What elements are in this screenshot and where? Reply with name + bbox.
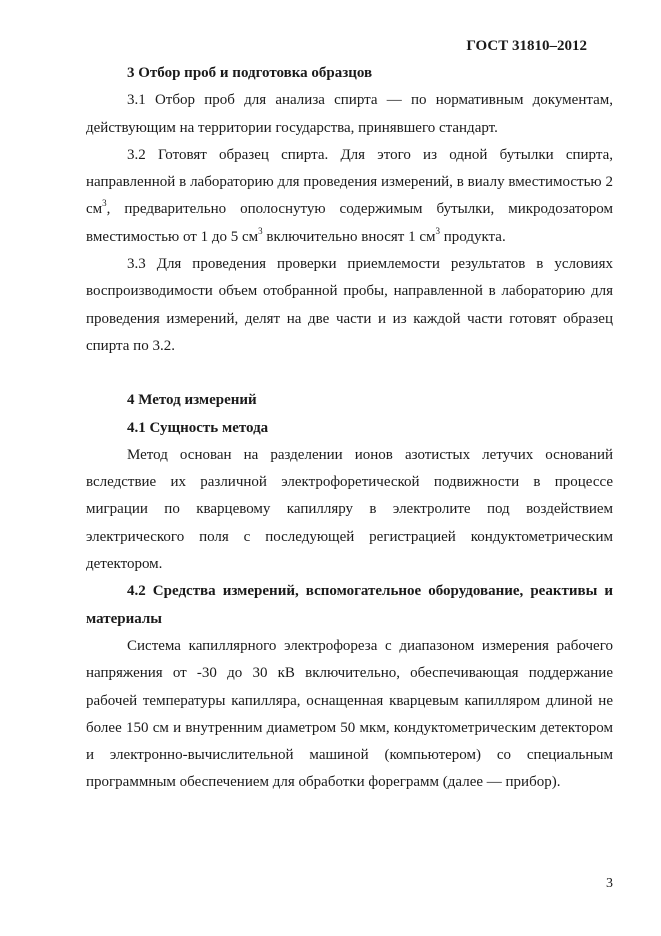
- paragraph-4-1: Метод основан на разделении ионов азотистых летучих оснований вследствие их различной электрофоретической подвижности в процессе миграции по кварцевому капилляру в электролите под воздействием электрического поля с последующей регистрацией кондуктометрическим детектором.: [86, 446, 613, 573]
- superscript-cubic: 3: [435, 225, 440, 236]
- paragraph-3-2-part-a: 3.2 Готовят образец спирта. Для этого из одной бутылки спирта, направленной в лабораторию для проведения измерений, в виалу вместимостью 2 см: [86, 146, 613, 218]
- page-number: 3: [606, 876, 613, 891]
- superscript-cubic: 3: [102, 198, 107, 209]
- section-4-1-heading: 4.1 Сущность метода: [127, 419, 269, 436]
- section-3-heading: 3 Отбор проб и подготовка образцов: [127, 65, 373, 81]
- paragraph-3-2: [86, 142, 613, 251]
- paragraph-3-2-part-b: , предварительно ополоснутую содержимым бутылки, микродозатором вместимостью от 1 до 5 см: [86, 201, 613, 245]
- paragraph-3-1: 3.1 Отбор проб для анализа спирта — по нормативным документам, действующим на территории государства, принявшего стандарт.: [86, 92, 613, 136]
- section-4-2-heading: 4.2 Средства измерений, вспомогательное оборудование, реактивы и материалы: [86, 583, 613, 627]
- standard-header: ГОСТ 31810–2012: [466, 38, 587, 54]
- paragraph-3-3: 3.3 Для проведения проверки приемлемости результатов в условиях воспроизводимости объем отобранной пробы, направленной в лабораторию для проведения измерений, делят на две части и из каждой части готовят образец спирта по 3.2.: [86, 256, 613, 354]
- document-body: [86, 60, 613, 797]
- paragraph-3-2-part-d: продукта.: [439, 228, 506, 245]
- section-gap: [86, 360, 613, 387]
- paragraph-4-2: Система капиллярного электрофореза с диапазоном измерения рабочего напряжения от -30 до 30 кВ включительно, обеспечивающая поддержание рабочей температуры капилляра, оснащенная кварцевым капилляром длиной не более 150 см и внутренним диаметром 50 мкм, кондуктометрическим детектором и электронно-вычислительной машиной (компьютером) со специальным программным обеспечением для обработки форeграмм (далее — прибор).: [86, 637, 613, 791]
- section-4-heading: 4 Метод измерений: [127, 392, 257, 409]
- paragraph-3-2-part-c: включительно вносят 1 см: [262, 228, 436, 245]
- superscript-cubic: 3: [258, 225, 263, 236]
